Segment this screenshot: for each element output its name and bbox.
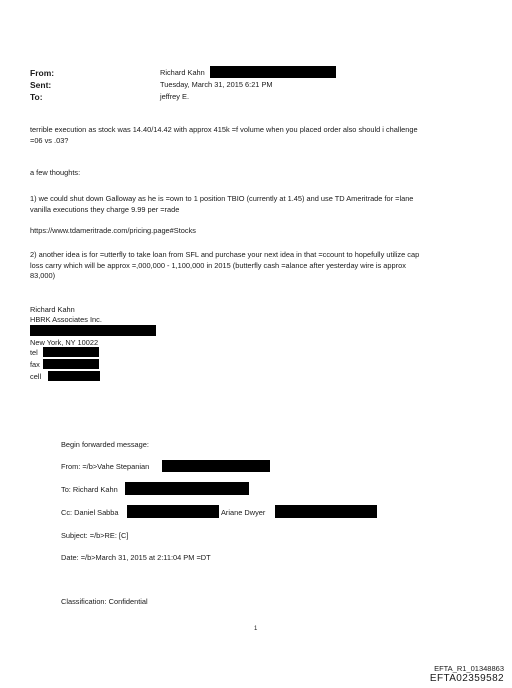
forwarded-from: From: =/b>Vahe Stepanian [61,462,150,471]
redaction-fax [43,359,99,369]
sent-label: Sent: [30,80,52,90]
paragraph-link [30,226,480,237]
redaction-forwarded-from [162,460,270,472]
footer-code-secondary: EFTA02359582 [429,673,504,684]
redaction-from-email [210,66,336,78]
paragraph-line: 1) we could shut down Galloway as he is =own to 1 position TBIO (currently at 1.45) and use TD Ameritrade for =lane [30,194,414,203]
redaction-tel [43,347,99,357]
paragraph-execution [30,125,480,146]
paragraph-line: =06 vs .03? [30,135,69,145]
signature-tel-label: tel [30,348,38,357]
from-label: From: [30,68,55,78]
paragraph-line: terrible execution as stock was 14.40/14.42 with approx 415k =f volume when you placed order also should i challenge [30,125,418,134]
paragraph-line: a few thoughts: [30,168,81,177]
forwarded-to: To: Richard Kahn [61,485,118,494]
forwarded-classification: Classification: Confidential [61,597,148,606]
paragraph-line: 83,000) [30,271,56,280]
forwarded-intro: Begin forwarded message: [61,440,149,449]
to-value: jeffrey E. [160,92,190,101]
redaction-cc-2 [275,505,377,518]
redaction-cell [48,371,100,381]
redaction-address [30,325,156,336]
signature-fax-label: fax [30,360,40,369]
page-number: 1 [254,626,258,632]
forwarded-subject: Subject: =/b>RE: [C] [61,531,129,540]
signature-city: New York, NY 10022 [30,338,99,347]
forwarded-date: Date: =/b>March 31, 2015 at 2:11:04 PM =DT [61,553,211,562]
signature-cell-label: cell [30,372,42,381]
paragraph-thoughts [30,168,480,179]
paragraph-thought-2 [30,250,480,282]
redaction-forwarded-to [125,482,249,495]
signature-name: Richard Kahn [30,305,75,314]
paragraph-line: vanilla executions they charge 9.99 per =rade [30,204,180,214]
pricing-link[interactable]: https://www.tdameritrade.com/pricing.page#Stocks [30,226,196,235]
forwarded-cc: Cc: Daniel Sabba [61,508,119,517]
forwarded-cc-2: Ariane Dwyer [221,508,266,517]
from-value: Richard Kahn [160,68,205,77]
footer-code-primary: EFTA_R1_01348863 [434,664,504,673]
paragraph-thought-1 [30,194,480,215]
redaction-cc-1 [127,505,219,518]
paragraph-line: 2) another idea is for =utterfly to take loan from SFL and purchase your next idea in that =ccount to hopefully utilize cap [30,250,420,259]
sent-value: Tuesday, March 31, 2015 6:21 PM [160,80,273,89]
to-label: To: [30,92,43,102]
paragraph-line: loss carry which will be approx =,000,000 - 1,100,000 in 2015 (butterfly cash =alance after yesterday wire is approx [30,260,406,270]
signature-company: HBRK Associates Inc. [30,315,102,324]
